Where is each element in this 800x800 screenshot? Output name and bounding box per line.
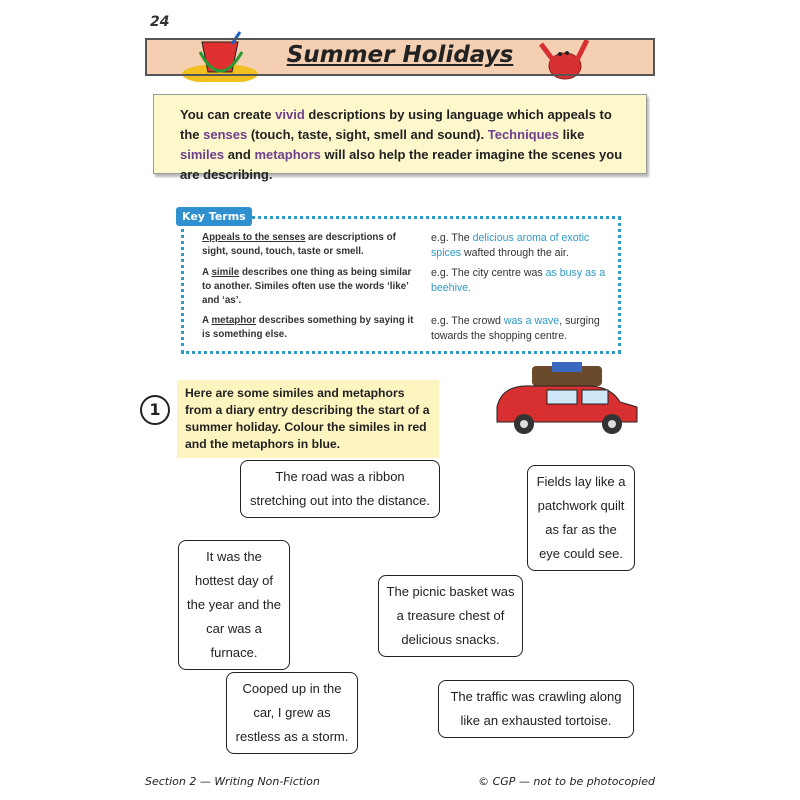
phrase-card[interactable]: Cooped up in the car, I grew as restless as a storm. [226,672,358,754]
key-term-definition: Appeals to the senses are descriptions of sight, sound, touch, taste or smell. [202,232,396,257]
question-text: Here are some similes and metaphors from a diary entry describing the start of a summer holiday. Colour the similes in red and the metaphors in blue. [185,386,430,451]
car-illustration-icon [492,362,642,437]
phrase-card[interactable]: It was the hottest day of the year and the car was a furnace. [178,540,290,670]
key-term-example: e.g. The city centre was as busy as a beehive. [431,267,606,294]
footer-section: Section 2 — Writing Non-Fiction [145,775,320,788]
page-number: 24 [150,14,170,30]
text: descriptions by using language which appeals to the [180,107,612,142]
intro-scroll [153,94,647,182]
key-term-example: e.g. The delicious aroma of exotic spices wafted through the air. [431,232,590,259]
question-number: 1 [140,395,170,425]
text: You can create [180,107,276,122]
key-terms-label: Key Terms [176,207,252,226]
key-term-example: e.g. The crowd was a wave, surging towards the shopping centre. [431,315,600,342]
phrase-card[interactable]: The picnic basket was a treasure chest of delicious snacks. [378,575,523,657]
text: (touch, taste, sight, smell and sound). [247,127,488,142]
highlight: similes [180,147,225,162]
highlight: metaphors [254,147,321,162]
question-box [177,380,439,458]
highlight: vivid [275,107,305,122]
page-title: Summer Holidays [286,42,514,68]
text: and [224,147,255,162]
footer-copyright: © CGP — not to be photocopied [478,775,655,788]
key-term-definition: A simile describes one thing as being similar to another. Similes often use the words ‘like’ and ‘as’. [202,267,412,306]
highlight: Techniques [487,127,560,142]
phrase-card[interactable]: Fields lay like a patchwork quilt as far as the eye could see. [527,465,635,571]
key-term-definition: A metaphor describes something by saying it is something else. [202,315,414,340]
highlight: senses [203,127,248,142]
phrase-card[interactable]: The road was a ribbon stretching out into the distance. [240,460,440,518]
text: will also help the reader imagine the scenes you are describing. [180,147,623,182]
text: like [559,127,585,142]
phrase-card[interactable]: The traffic was crawling along like an exhausted tortoise. [438,680,634,738]
key-terms-box [181,216,621,354]
